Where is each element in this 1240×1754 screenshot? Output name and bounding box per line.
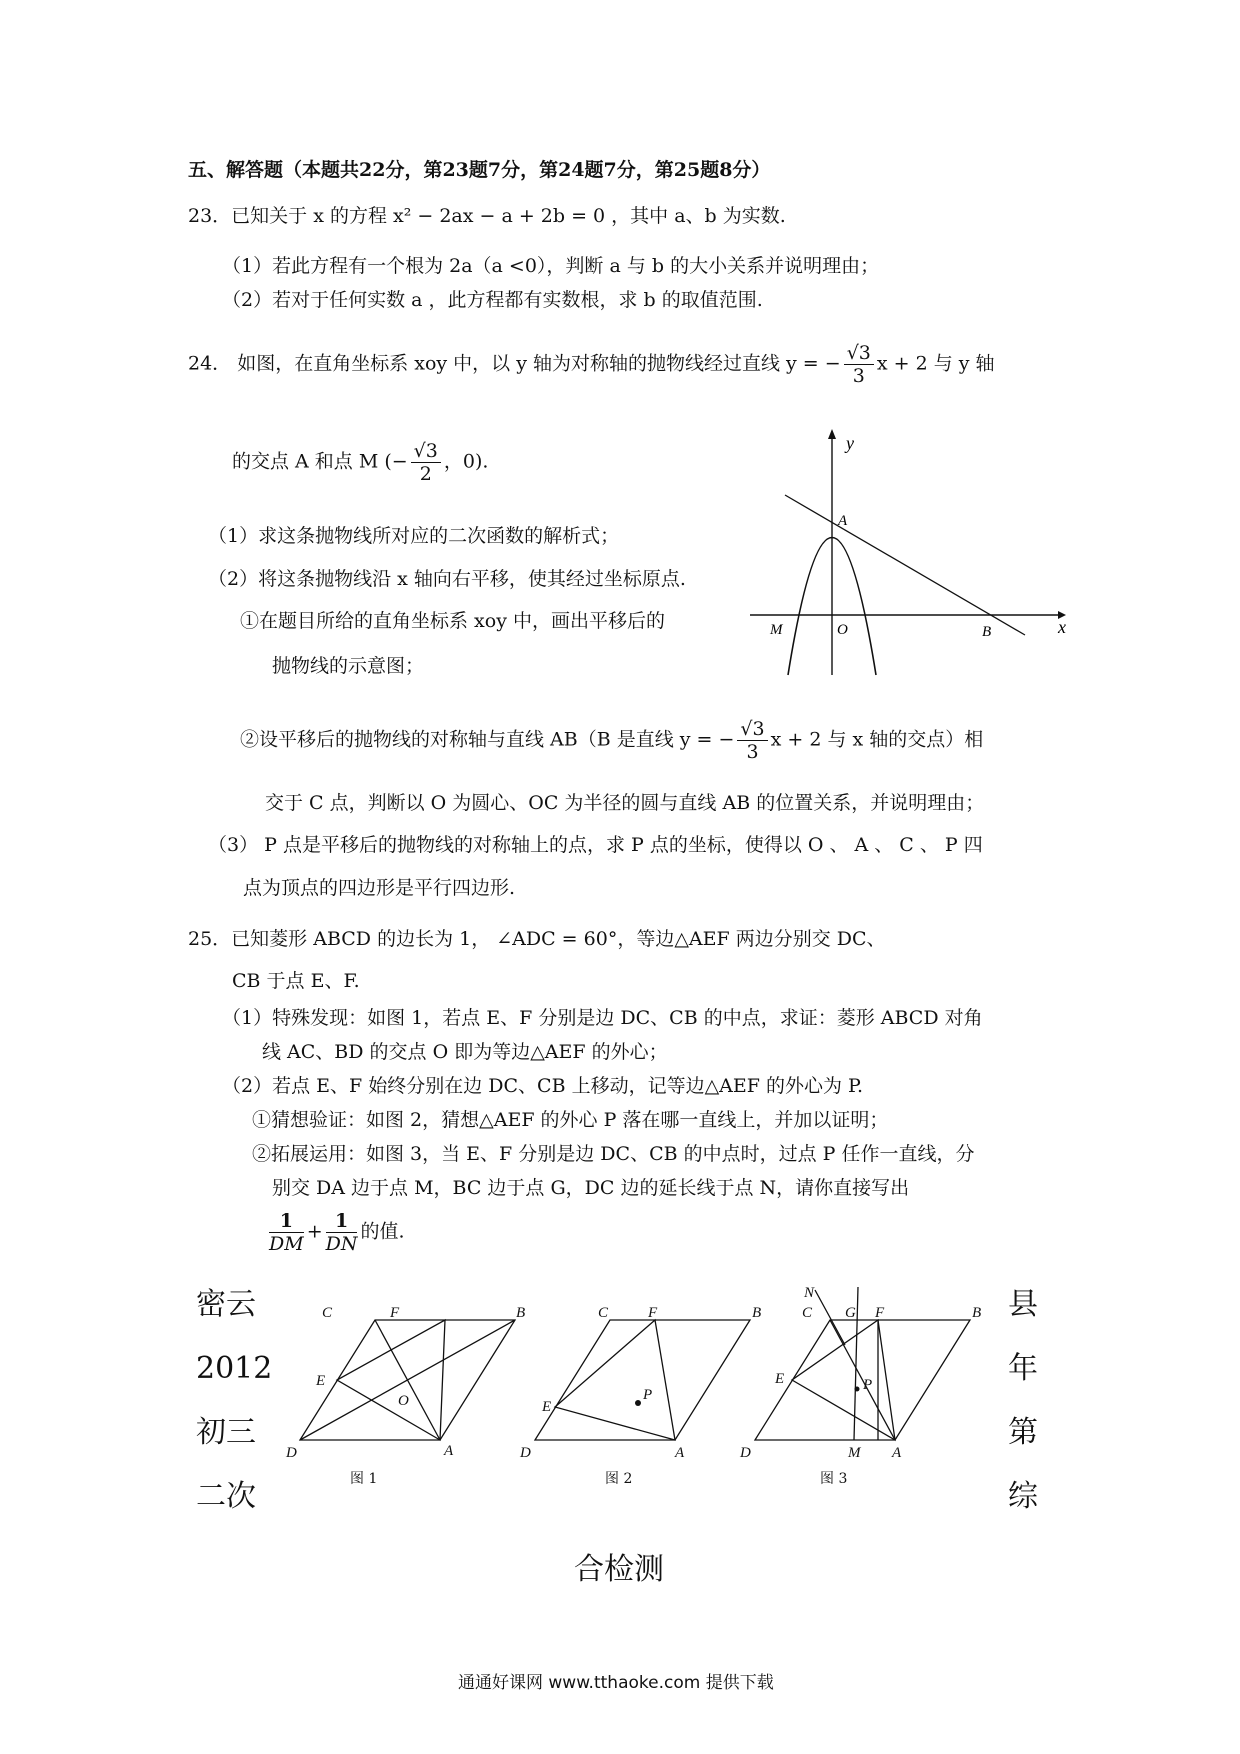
fraction-1-dm (269, 1210, 304, 1255)
figure-1 (300, 1320, 515, 1440)
fig3-label-d: D (740, 1445, 751, 1461)
side-right-3: 第 (1008, 1415, 1038, 1450)
q23-part1: （1）若此方程有一个根为 2a（a <0），判断 a 与 b 的大小关系并说明理由； (222, 255, 880, 277)
fig2-point-p (635, 1400, 641, 1406)
figure-2 (535, 1320, 750, 1440)
fig3-label-a: A (892, 1445, 902, 1461)
frac2-num: 1 (326, 1210, 358, 1233)
side-right-1: 县 (1008, 1287, 1038, 1322)
q24-stem-pre: 24． 如图，在直角坐标系 xoy 中，以 y 轴为对称轴的抛物线经过直线 y = − (188, 352, 841, 375)
fig2-label-b: B (752, 1305, 762, 1321)
q23-part2: （2）若对于任何实数 a ，此方程都有实数根，求 b 的取值范围. (222, 289, 763, 311)
q24-part2b-line2: 交于 C 点，判断以 O 为圆心、OC 为半径的圆与直线 AB 的位置关系，并说明理由； (265, 792, 985, 814)
q25-answer-expression (266, 1210, 405, 1255)
q24-frac-den: 3 (852, 365, 865, 387)
fig1-diagonal-db (300, 1320, 515, 1440)
q24-stem-post: x + 2 与 y 轴 (876, 352, 995, 375)
q24-stem (188, 342, 995, 387)
expression-tail: 的值. (360, 1220, 405, 1243)
q24-line2 (232, 440, 488, 485)
q24-line2-fraction (411, 440, 441, 485)
side-left-4: 二次 (196, 1479, 256, 1514)
label-y: y (846, 433, 854, 453)
label-x: x (1058, 617, 1066, 637)
plus-sign: + (306, 1220, 323, 1243)
q24-line2-pre: 的交点 A 和点 M (− (232, 450, 408, 473)
side-left-3: 初三 (196, 1415, 256, 1450)
fig3-label-b: B (972, 1305, 982, 1321)
fig3-point-p (855, 1387, 860, 1392)
q25-part2a: ①猜想验证：如图 2，猜想△AEF 的外心 P 落在哪一直线上，并加以证明； (252, 1109, 889, 1131)
fig2-label-d: D (520, 1445, 531, 1461)
q24-part3-line2: 点为顶点的四边形是平行四边形. (243, 877, 516, 899)
q24-coordinate-graph (740, 425, 1070, 680)
rhombus-figures (280, 1285, 980, 1475)
q24-part2b-post: x + 2 与 x 轴的交点）相 (770, 728, 984, 751)
fig2-label-f: F (648, 1305, 658, 1321)
q24-frac-num: √3 (844, 342, 874, 365)
fig3-triangle-aef (792, 1320, 895, 1440)
fig2-label-c: C (598, 1305, 609, 1321)
q25-part2b-line2: 别交 DA 边于点 M，BC 边于点 G，DC 边的延长线于点 N，请你直接写出 (272, 1177, 910, 1199)
q25-part1-line1: （1）特殊发现：如图 1，若点 E、F 分别是边 DC、CB 的中点，求证：菱形 ABCD 对角 (222, 1007, 983, 1029)
label-b: B (982, 624, 992, 640)
q24-part3-line1: （3） P 点是平移后的抛物线的对称轴上的点，求 P 点的坐标，使得以 O 、 A 、 C 、 P 四 (208, 834, 983, 856)
fig3-label-e: E (775, 1371, 785, 1387)
q23-stem: 23．已知关于 x 的方程 x² − 2ax − a + 2b = 0 ，其中 a、b 为实数. (188, 205, 786, 227)
fig2-rhombus (535, 1320, 750, 1440)
label-o: O (837, 622, 848, 638)
q25-part2: （2）若点 E、F 始终分别在边 DC、CB 上移动，记等边△AEF 的外心为 P. (222, 1075, 864, 1097)
y-axis-arrow (828, 429, 836, 439)
section-title: 五、解答题（本题共22分，第23题7分，第24题7分，第25题8分） (188, 159, 771, 181)
fig2-caption: 图 2 (605, 1471, 633, 1487)
fig3-label-m: M (848, 1445, 861, 1461)
figure-3 (755, 1287, 970, 1440)
label-a: A (838, 513, 848, 529)
frac1-den: DM (269, 1233, 304, 1255)
fig2-label-p: P (643, 1387, 653, 1403)
fig1-label-o: O (398, 1393, 409, 1409)
fraction-1-dn (326, 1210, 358, 1255)
fig1-label-c: C (322, 1305, 333, 1321)
fig3-label-p: P (863, 1377, 873, 1393)
frac2-den: DN (325, 1233, 358, 1255)
q25-part2b-line1: ②拓展运用：如图 3，当 E、F 分别是边 DC、CB 的中点时，过点 P 任作一直线，分 (252, 1143, 975, 1165)
q25-part1-line2: 线 AC、BD 的交点 O 即为等边△AEF 的外心； (262, 1041, 668, 1063)
fig3-label-g: G (845, 1305, 856, 1321)
fig1-label-f: F (390, 1305, 400, 1321)
side-right-4: 综 (1008, 1479, 1038, 1514)
q24-part2b-num: √3 (737, 718, 767, 741)
line-ab (785, 495, 1025, 635)
label-m: M (770, 622, 783, 638)
q24-line2-den: 2 (419, 463, 432, 485)
figure-labels (285, 1285, 981, 1461)
fig2-label-a: A (675, 1445, 685, 1461)
q24-fraction (844, 342, 874, 387)
fig1-caption: 图 1 (350, 1471, 378, 1487)
q24-line2-post: ，0). (443, 450, 489, 473)
footer-source: 通通好课网 www.tthaoke.com 提供下载 (458, 1673, 774, 1693)
q25-line2: CB 于点 E、F. (232, 970, 360, 992)
frac1-num: 1 (269, 1210, 304, 1233)
q24-part2b-den: 3 (746, 741, 759, 763)
q24-part2b-pre: ②设平移后的抛物线的对称轴与直线 AB（B 是直线 y = − (240, 728, 735, 751)
fig1-label-b: B (516, 1305, 526, 1321)
q25-line1: 25．已知菱形 ABCD 的边长为 1， ∠ADC = 60°，等边△AEF 两边分别交 DC、 (188, 928, 886, 950)
side-bottom: 合检测 (574, 1552, 664, 1587)
side-left-2: 2012 (196, 1351, 273, 1386)
q24-part2: （2）将这条抛物线沿 x 轴向右平移，使其经过坐标原点. (208, 568, 686, 590)
q24-part2a-line1: ①在题目所给的直角坐标系 xoy 中，画出平移后的 (240, 610, 665, 632)
q24-line2-num: √3 (411, 440, 441, 463)
fig3-label-f: F (875, 1305, 885, 1321)
fig3-label-c: C (802, 1305, 813, 1321)
fig2-label-e: E (542, 1399, 552, 1415)
q24-part2a-line2: 抛物线的示意图； (272, 655, 425, 677)
side-right-2: 年 (1008, 1351, 1038, 1386)
q24-part2b-fraction (737, 718, 767, 763)
fig1-label-e: E (316, 1373, 326, 1389)
fig3-caption: 图 3 (820, 1471, 848, 1487)
side-left-1: 密云 (196, 1287, 256, 1322)
fig1-label-d: D (286, 1445, 297, 1461)
fig1-label-a: A (444, 1443, 454, 1459)
q24-part1: （1）求这条抛物线所对应的二次函数的解析式； (208, 525, 620, 547)
fig3-label-n: N (804, 1285, 815, 1301)
fig1-triangle-aef (337, 1320, 445, 1440)
q24-part2b (240, 718, 983, 763)
